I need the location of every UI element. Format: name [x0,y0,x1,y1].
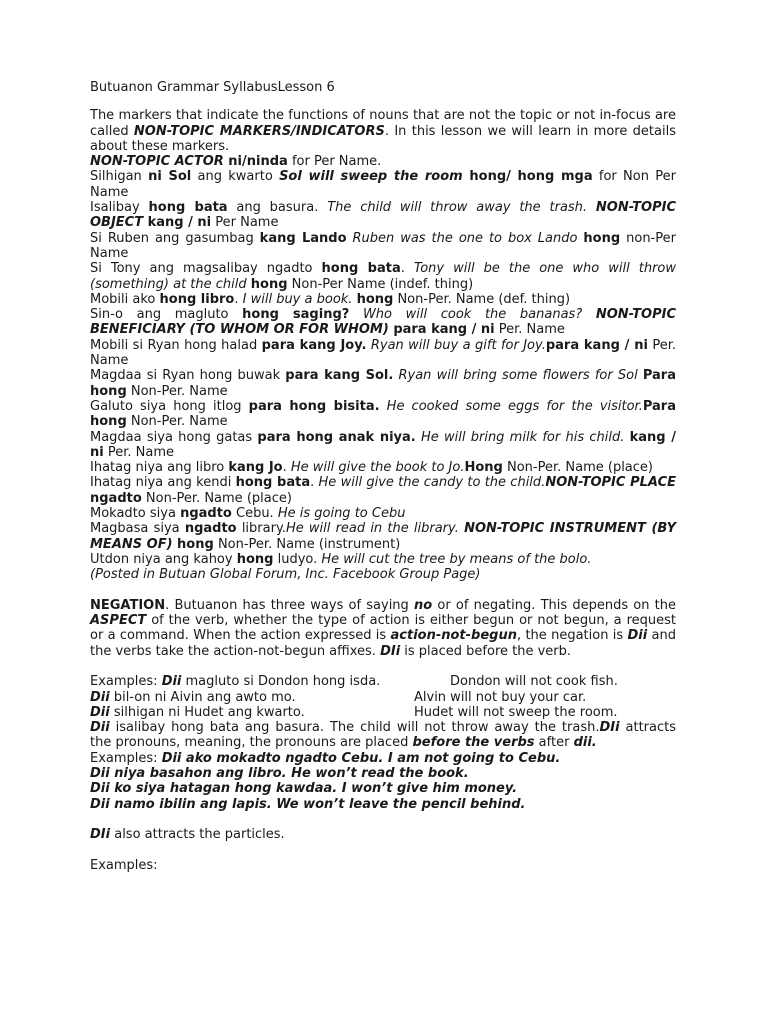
example-row [90,674,676,689]
bold-run: hong [250,276,288,292]
italic-run: Who will cook the bananas? [362,307,583,323]
text-run: Per. Name [90,337,676,369]
bold-run: hong [583,230,621,246]
text-run: after [534,735,574,751]
text-run: Si Ruben ang gasumbag [90,230,260,246]
italic-run: Ryan will buy a gift for Joy. [370,337,546,353]
example-line [90,766,676,781]
text-run: . [234,291,243,307]
text-run: Magbasa siya [90,521,185,537]
text-run: Non-Per. Name (place) [502,460,653,476]
paragraph [90,552,676,567]
text-run: . [400,261,414,277]
bold-italic-run: Dii niya basahon ang libro. He won’t read the book. [90,766,469,782]
example-sentence [90,705,305,720]
bold-run: para kang / ni [388,322,495,338]
text-run: Magdaa siya hong gatas [90,429,258,445]
text-run: ang basura. [227,200,328,216]
bold-run: hong bata [148,200,228,216]
italic-run: He will give the book to Jo. [290,460,465,476]
example-line [90,797,676,812]
bold-run: Para hong [90,368,676,399]
text-run: Non-Per. Name (def. thing) [393,291,571,307]
italic-run: The child will throw away the trash. [327,200,588,216]
text-run: library. [236,521,286,537]
bold-italic-run: Dii [90,720,110,736]
paragraph [90,521,676,552]
bold-italic-run: Dii [90,704,110,720]
text-run: Non-Per. Name (place) [141,490,292,506]
bold-italic-run: NON-TOPIC MARKERS/INDICATORS [133,123,385,139]
example-sentence [90,690,296,705]
paragraph [90,154,676,169]
italic-run: He will bring milk for his child. [420,429,625,445]
example-translation [450,674,618,689]
bold-italic-run: DIi [599,720,620,736]
paragraph [90,261,676,292]
italic-run: He will give the candy to the child. [318,475,546,491]
bold-italic-run: dii. [573,735,597,751]
text-run: Isalibay [90,200,149,216]
bold-italic-run: action-not-begun [390,628,517,644]
text-run: Dondon will not cook fish. [450,674,618,690]
italic-run: (Posted in Butuan Global Forum, Inc. Facebook Group Page) [90,567,481,583]
bold-italic-run: Dii [90,689,110,705]
source-note [90,567,676,582]
bold-run: ngadto [180,506,232,522]
text-run: and the verbs take the action-not-begun affixes. [90,628,676,659]
bold-run: NEGATION [90,597,166,613]
paragraph [90,338,676,369]
bold-run: ni Sol [148,169,192,185]
example-translation [414,705,618,720]
example-line [90,781,676,796]
text-run: Silhigan [90,169,149,185]
text-run: Ihatag niya ang libro [90,460,229,476]
bold-italic-run: NON-TOPIC BENEFICIARY (TO WHOM OR FOR WHOM) [90,307,676,338]
italic-run: Tony will be the one who will throw (something) at the child [90,261,676,292]
example-line [90,751,676,766]
text-run: Utdon niya ang kahoy [90,551,237,567]
paragraph [90,460,676,475]
text-run: Galuto siya hong itlog [90,398,249,414]
text-run: isalibay hong bata ang basura. The child will not throw away the trash. [109,720,600,736]
bold-italic-run: NON-TOPIC INSTRUMENT (BY MEANS OF) [90,521,676,552]
text-run: . [282,460,291,476]
bold-run: para kang Sol. [285,368,394,384]
italic-run: Ryan will bring some flowers for Sol [398,368,638,384]
example-row [90,705,676,720]
paragraph [90,292,676,307]
bold-italic-run: ASPECT [90,613,147,629]
bold-run: kang Lando [259,230,347,246]
bold-italic-run: Dii ko siya hatagan hong kawdaa. I won’t give him money. [90,781,518,797]
text-run: Non-Per. Name [126,414,228,430]
italic-run: Ruben was the one to box Lando [352,230,578,246]
paragraph [90,430,676,461]
bold-run: kang / ni [143,215,212,231]
paragraph [90,475,676,506]
text-run: The markers that indicate the functions of nouns that are not the topic or not in-focus are called [90,108,676,139]
text-run: for Per Name. [287,154,382,170]
bold-italic-run: Dii [627,628,648,644]
bold-run: hong bata [235,475,311,491]
bold-run: ngadto [184,521,237,537]
text-run: or of negating. This depends on the [432,597,677,613]
bold-run: hong [356,291,394,307]
text-run: Non-Per Name (indef. thing) [287,276,474,292]
bold-run: Para hong [90,398,676,430]
particles-line [90,827,676,842]
text-run [582,307,596,322]
bold-run: hong [172,536,214,552]
text-run: Per Name [211,215,279,231]
bold-run: para hong bisita. [248,398,380,414]
examples-block [90,674,676,812]
bold-italic-run: Dii namo ibilin ang lapis. We won’t leave the pencil behind. [90,796,526,812]
text-run: for Non Per Name [90,169,676,200]
bold-run: hong [236,551,274,567]
text-run: Non-Per. Name (instrument) [213,536,401,552]
bold-italic-run: Dii ako mokadto ngadto Cebu. I am not going to Cebu. [161,750,561,766]
bold-run: ni/ninda [223,154,288,170]
text-run: Mokadto siya [90,506,181,522]
text-run: . In this lesson we will learn in more details about these markers. [90,123,676,154]
paragraph [90,399,676,430]
bold-italic-run: DIi [380,643,401,659]
bold-italic-run: Dii [161,674,182,690]
bold-run: para kang Joy. [261,337,367,353]
text-run: ang kwarto [191,169,280,185]
text-run: Mobili si Ryan hong halad [90,337,262,353]
italic-run: He will read in the library. [285,521,459,537]
bold-italic-run: before the verbs [412,735,535,751]
text-run: Sin-o ang magluto [90,307,243,323]
text-run: Examples: [90,857,158,873]
text-run: magluto si Dondon hong isda. [181,674,381,690]
example-translation [414,690,586,705]
text-run: also attracts the particles. [110,827,285,843]
bold-run: ngadto [90,490,142,506]
bold-run: para kang / ni [545,337,648,353]
negation-paragraph [90,598,676,659]
text-run: attracts the pronouns, meaning, the pronouns are placed [90,720,676,751]
text-run: Ihatag niya ang kendi [90,475,236,491]
text-run: Examples: [90,750,162,766]
italic-run: He will cut the tree by means of the bolo. [321,551,592,567]
text-run [349,307,363,322]
italic-run: He cooked some eggs for the visitor. [386,398,643,414]
bold-run: Hong [464,460,503,476]
text-run: Cebu. [231,506,278,522]
bold-run: kang Jo [228,460,283,476]
text-run: Mobili ako [90,291,160,307]
text-run [587,200,596,215]
text-run: Si Tony ang magsalibay ngadto [90,261,322,277]
text-run: . Butuanon has three ways of saying [165,597,414,613]
paragraph [90,307,676,338]
bold-run: kang / ni [90,429,676,460]
text-run [380,399,387,414]
text-run: Per. Name [103,444,174,460]
examples-heading [90,858,676,873]
text-run: silhigan ni Hudet ang kwarto. [109,704,305,720]
bold-run: hong saging? [242,307,350,323]
example-row [90,690,676,705]
text-run: Hudet will not sweep the room. [414,704,618,720]
bold-run: hong/ hong mga [462,169,593,185]
paragraph [90,231,676,262]
markers-section [90,108,676,582]
italic-run: I will buy a book. [242,291,353,307]
text-run: is placed before the verb. [400,643,572,659]
bold-run: para hong anak niya. [257,429,416,445]
bold-run: hong bata [321,261,401,277]
text-run: non-Per Name [90,230,676,261]
bold-italic-run: NON-TOPIC ACTOR [90,154,224,170]
text-run: Per. Name [494,322,565,338]
bold-italic-run: DIi [90,827,111,843]
text-run: Alvin will not buy your car. [414,689,587,705]
bold-italic-run: no [414,597,433,613]
bold-italic-run: NON-TOPIC PLACE [545,475,676,491]
paragraph [90,506,676,521]
text-run: of the verb, whether the type of action is either begun or not begun, a request or a command. When the action expressed is [90,613,676,644]
example-sentence [90,674,380,689]
bold-italic-run: NON-TOPIC OBJECT [90,200,677,231]
paragraph [90,200,676,231]
text-run: bil-on ni Aivin ang awto mo. [109,689,296,705]
text-run: ludyo. [273,551,322,567]
text-run: . [310,475,319,491]
bold-run: hong libro [159,291,235,307]
italic-run: He is going to Cebu [277,506,406,522]
bold-italic-run: Sol will sweep the room [279,169,463,185]
text-run: Examples: [90,674,162,690]
text-run: Non-Per. Name [126,383,228,399]
text-run: , the negation is [516,628,628,644]
example-paragraph [90,720,676,751]
paragraph [90,368,676,399]
text-run: Magdaa si Ryan hong buwak [90,368,286,384]
paragraph [90,169,676,200]
document-title: Butuanon Grammar SyllabusLesson 6 [90,80,335,95]
paragraph [90,108,676,154]
